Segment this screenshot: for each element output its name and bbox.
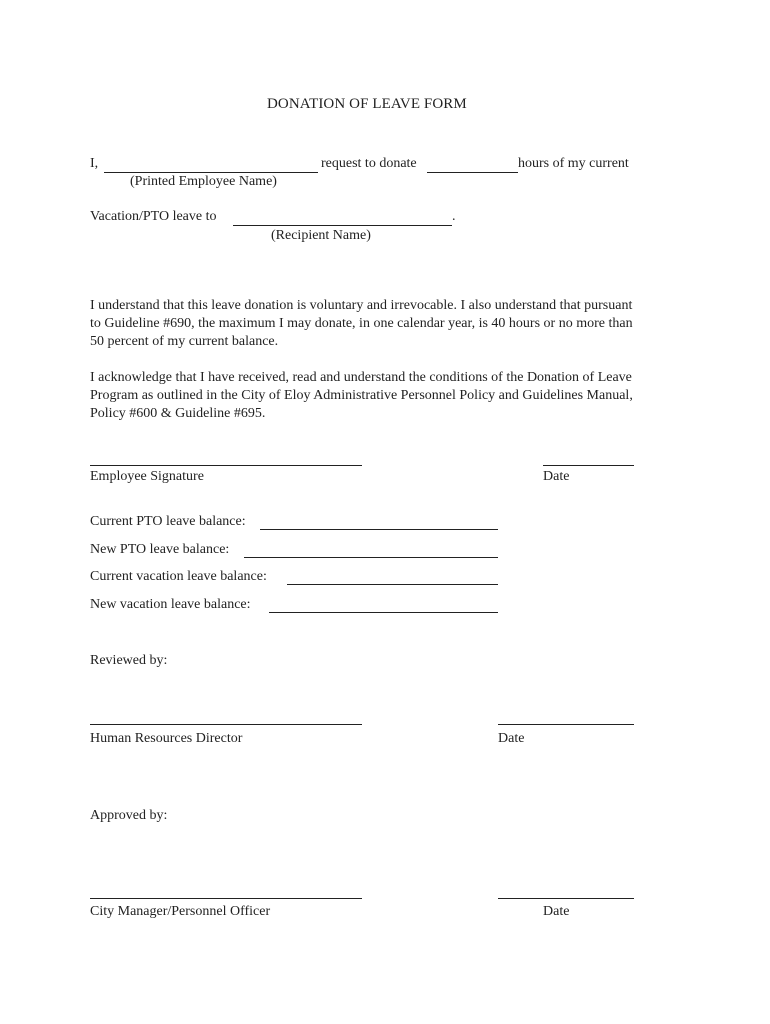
hr-director-signature-line[interactable] [90,724,362,725]
reviewed-by-label: Reviewed by: [90,653,168,668]
employee-date-line[interactable] [543,465,634,466]
hr-date-line[interactable] [498,724,634,725]
new-vacation-balance-label: New vacation leave balance: [90,597,251,612]
hr-date-label: Date [498,731,525,746]
city-manager-signature-line[interactable] [90,898,362,899]
paragraph-line: 50 percent of my current balance. [90,334,279,349]
paragraph-line: I acknowledge that I have received, read and understand the conditions of the Donation of Leave [90,370,632,385]
donor-line-prefix: I, [90,156,99,171]
printed-name-caption: (Printed Employee Name) [130,174,277,189]
city-manager-date-line[interactable] [498,898,634,899]
employee-signature-label: Employee Signature [90,469,204,484]
employee-signature-line[interactable] [90,465,362,466]
current-vacation-balance-label: Current vacation leave balance: [90,569,267,584]
form-title: DONATION OF LEAVE FORM [267,96,467,112]
employee-date-label: Date [543,469,570,484]
acknowledgement-paragraph [90,369,690,423]
city-manager-label: City Manager/Personnel Officer [90,904,271,919]
recipient-line-prefix: Vacation/PTO leave to [90,209,217,224]
donate-hours-field[interactable] [427,155,518,173]
paragraph-line: Policy #600 & Guideline #695. [90,406,266,421]
hr-director-label: Human Resources Director [90,731,243,746]
approved-by-label: Approved by: [90,808,168,823]
new-vacation-balance-field[interactable] [269,596,498,613]
hours-of-current-text: hours of my current [518,156,629,171]
recipient-name-field[interactable] [233,208,452,226]
recipient-name-caption: (Recipient Name) [271,228,371,243]
paragraph-line: Program as outlined in the City of Eloy Administrative Personnel Policy and Guidelines Manual, [90,388,633,403]
paragraph-line: I understand that this leave donation is voluntary and irrevocable. I also understand that pursuant [90,298,633,313]
recipient-line-period: . [452,209,456,224]
new-pto-balance-label: New PTO leave balance: [90,542,230,557]
request-to-donate-text: request to donate [321,156,417,171]
current-pto-balance-field[interactable] [260,513,498,530]
current-vacation-balance-field[interactable] [287,568,498,585]
voluntary-donation-paragraph [90,297,690,351]
current-pto-balance-label: Current PTO leave balance: [90,514,246,529]
paragraph-line: to Guideline #690, the maximum I may donate, in one calendar year, is 40 hours or no more than [90,316,633,331]
new-pto-balance-field[interactable] [244,541,498,558]
city-manager-date-label: Date [543,904,570,919]
employee-name-field[interactable] [104,155,318,173]
